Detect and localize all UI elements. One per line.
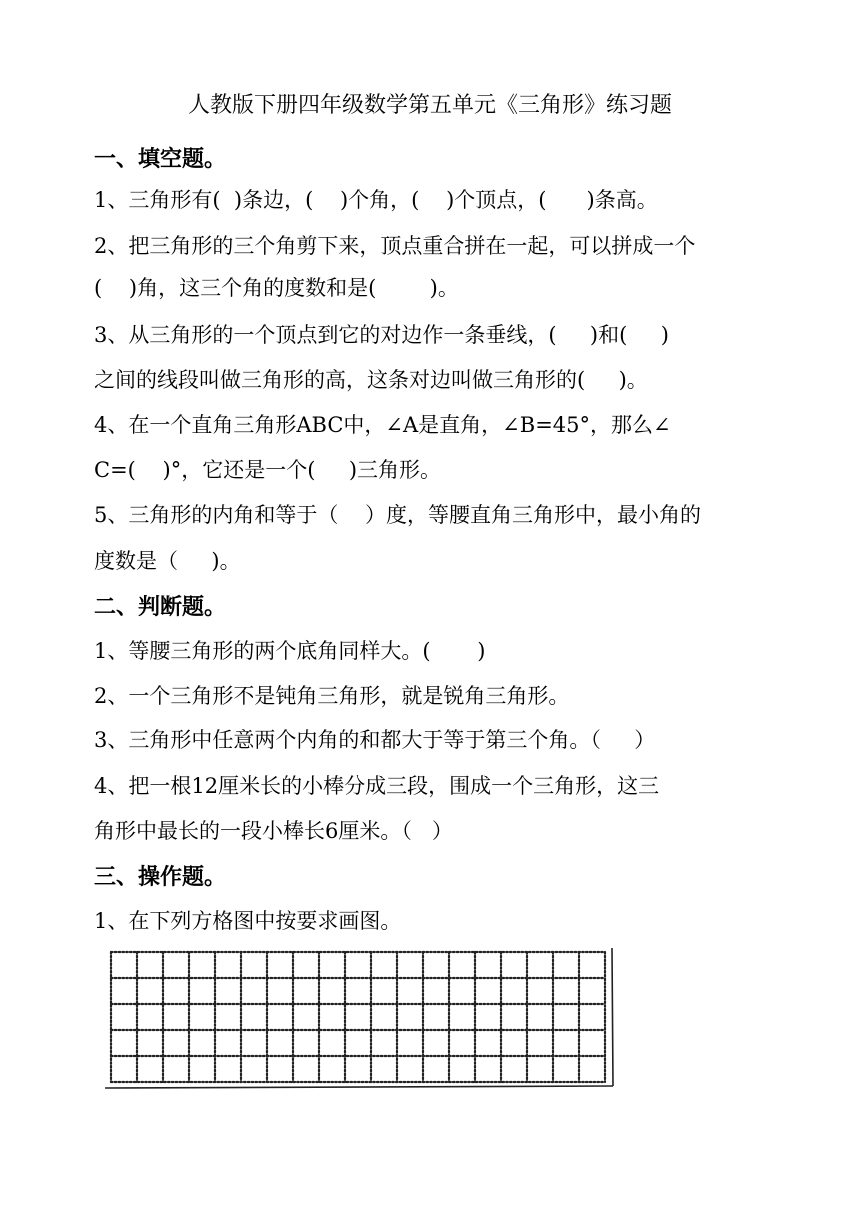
true-false-line: 1、等腰三角形的两个底角同样大。( ) [94,639,486,663]
fill-blank-line: 2、把三角形的三个角剪下来，顶点重合拼在一起，可以拼成一个 [94,234,696,258]
grid-right-border [612,948,613,1086]
dotted-grid-svg [105,946,615,1092]
true-false-line: 角形中最长的一段小棒长6厘米。（ ） [94,819,453,843]
section-heading-fill-blank: 一、填空题。 [94,146,227,172]
fill-blank-line: 5、三角形的内角和等于（ ）度，等腰直角三角形中，最小角的 [94,503,702,527]
fill-blank-line: C=( )°，它还是一个( )三角形。 [94,458,442,482]
true-false-line: 4、把一根12厘米长的小棒分成三段，围成一个三角形，这三 [94,774,660,798]
true-false-line: 2、一个三角形不是钝角三角形，就是锐角三角形。 [94,684,570,708]
fill-blank-line: 3、从三角形的一个顶点到它的对边作一条垂线，( )和( ) [94,323,669,347]
section-heading-true-false: 二、判断题。 [94,594,227,620]
fill-blank-line: 1、三角形有( )条边，( )个角，( )个顶点，( )条高。 [94,188,658,212]
worksheet-title: 人教版下册四年级数学第五单元《三角形》练习题 [187,93,672,118]
grid-bottom-border [105,1086,613,1088]
section-heading-operation: 三、操作题。 [94,864,227,890]
fill-blank-line: 之间的线段叫做三角形的高，这条对边叫做三角形的( )。 [94,368,648,392]
fill-blank-line: 4、在一个直角三角形ABC中，∠A是直角，∠B=45°，那么∠ [94,413,671,437]
true-false-line: 3、三角形中任意两个内角的和都大于等于第三个角。（ ） [94,728,656,752]
fill-blank-line: 度数是（ )。 [94,549,241,573]
dotted-grid [105,946,615,1092]
operation-line: 1、在下列方格图中按要求画图。 [94,909,402,933]
fill-blank-line: ( )角，这三个角的度数和是( )。 [94,276,459,300]
